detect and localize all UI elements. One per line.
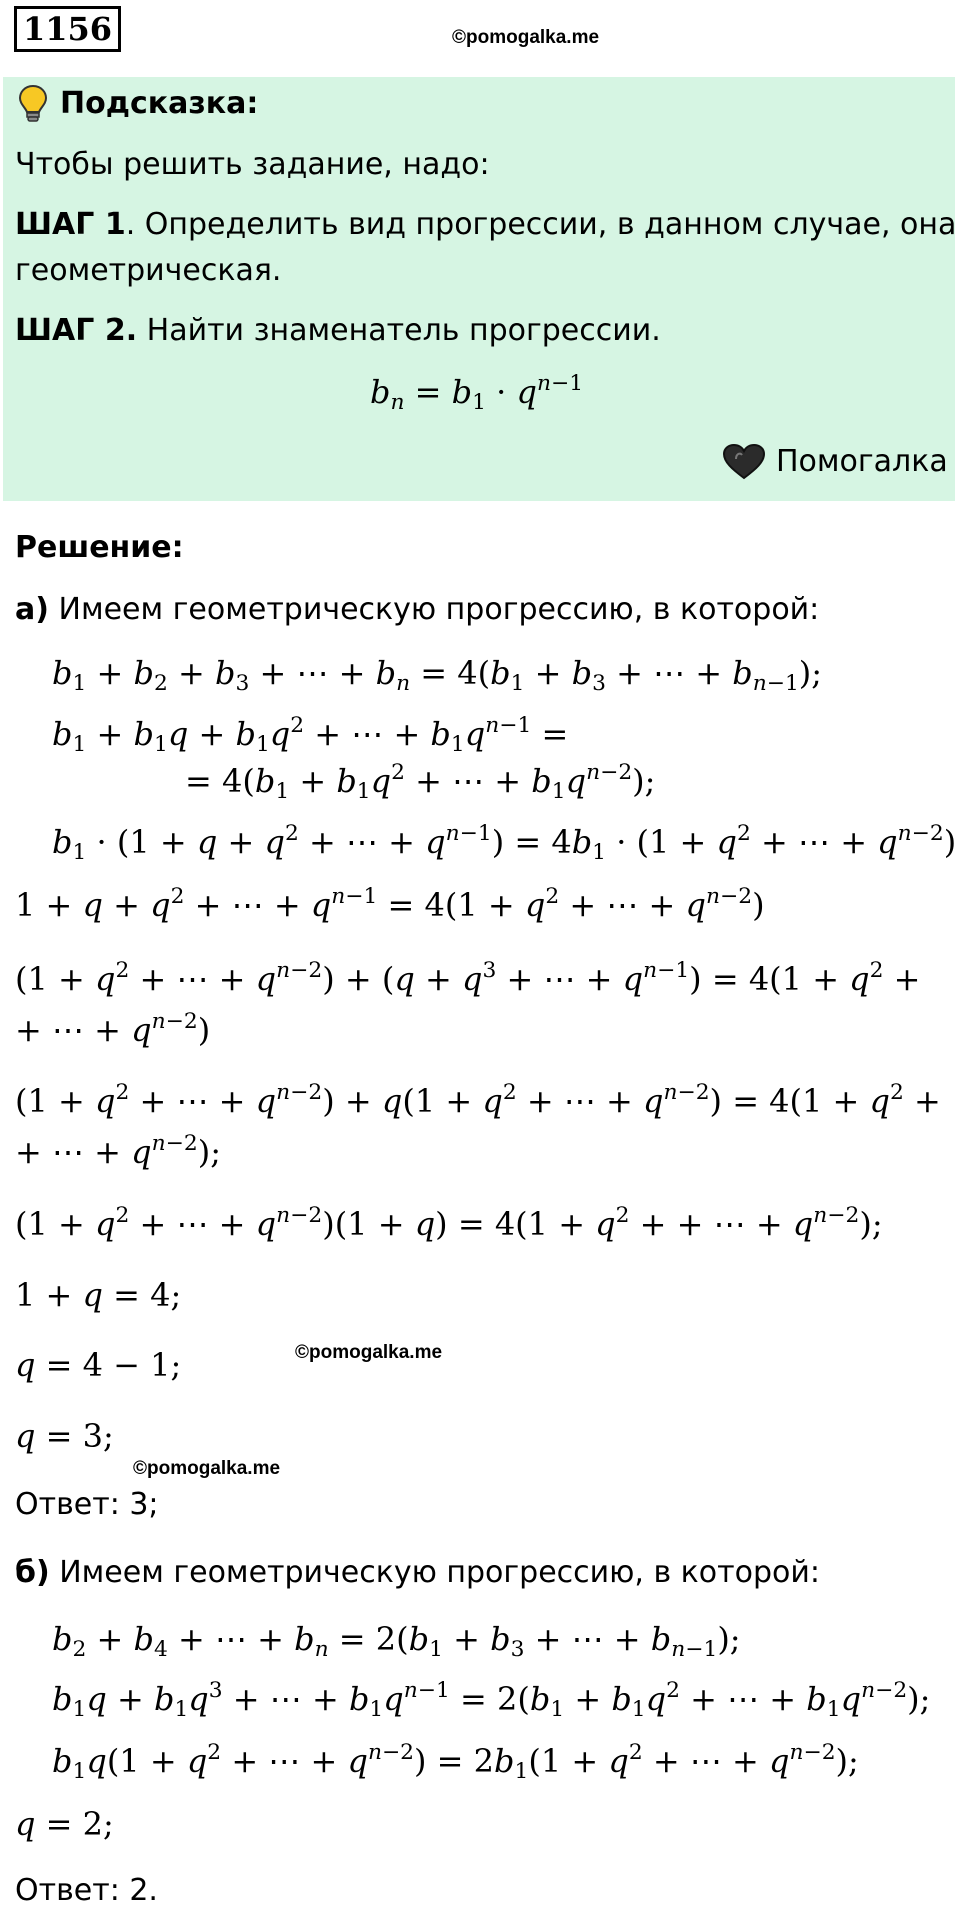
hint-formula: $b_n = b_1 \cdot q^{n-1}$ (370, 370, 584, 416)
eq-a2: $b_1 + b_1q + b_1q^2$ + ⋯ + $b_1q^{n-1}$ = (52, 712, 569, 758)
step2-text: Найти знаменатель прогрессии. (137, 313, 661, 348)
part-a-intro: Имеем геометрическую прогрессию, в которой: (48, 592, 820, 627)
heart-icon (722, 443, 766, 481)
watermark-top: ©pomogalka.me (452, 27, 600, 48)
eq-a3: = $4(b_1 + b_1q^2$ + ⋯ + $b_1q^{n-2}$); (185, 759, 656, 805)
eq-a11: 1 + q = 4; (15, 1276, 182, 1314)
part-a-intro-line (15, 592, 819, 627)
eq-b1: $b_2 + b_4$ + ⋯ + $b_n = 2(b_1 + b_3$ + ⋯ + $b_{n-1}$); (52, 1620, 741, 1663)
hint-title: Подсказка: (60, 86, 259, 121)
answer-b: Ответ: 2. (15, 1873, 158, 1908)
part-b-intro-line (15, 1555, 820, 1590)
brand-name: Помогалка (776, 444, 948, 479)
eq-a13: q = 3; (15, 1417, 114, 1455)
step1-line2: геометрическая. (15, 253, 282, 288)
part-a-label: а) (15, 592, 49, 627)
lightbulb-icon (18, 84, 48, 124)
eq-a7: + ⋯ + $q^{n-2}$) (15, 1008, 211, 1049)
eq-a4: $b_1 \cdot (1 + q + q^2$ + ⋯ + $q^{n-1}) = 4b_1 \cdot (1 + q^2$ + ⋯ + $q^{n-2}$) (52, 820, 957, 866)
eq-a1: $b_1 + b_2 + b_3$ + ⋯ + $b_n = 4(b_1 + b_3$ + ⋯ + $b_{n-1}$); (52, 654, 823, 697)
step2-line (15, 313, 661, 348)
part-b-intro: Имеем геометрическую прогрессию, в которой: (49, 1555, 820, 1590)
step1-text: . Определить вид прогрессии, в данном случае, она (125, 207, 957, 242)
eq-b2: $b_1q + b_1q^3$ + ⋯ + $b_1q^{n-1} = 2(b_1 + b_1q^2$ + ⋯ + $b_1q^{n-2}$); (52, 1677, 931, 1723)
solution-heading: Решение: (15, 530, 184, 565)
hint-intro: Чтобы решить задание, надо: (15, 147, 490, 182)
watermark-middle: ©pomogalka.me (295, 1342, 443, 1363)
eq-b3: $b_1q(1 + q^2$ + ⋯ + $q^{n-2}) = 2b_1(1 + q^2$ + ⋯ + $q^{n-2}$); (52, 1739, 859, 1785)
eq-a5: $1 + q + q^2$ + ⋯ + $q^{n-1} = 4(1 + q^2$ + ⋯ + $q^{n-2}$) (15, 883, 765, 924)
part-b-label: б) (15, 1555, 50, 1590)
eq-a8: ($1 + q^2$ + ⋯ + $q^{n-2}) + q(1 + q^2$ + ⋯ + $q^{n-2}) = 4(1 + q^2$ + (15, 1079, 941, 1120)
eq-b4: q = 2; (15, 1805, 114, 1843)
step1-line1 (15, 207, 956, 242)
eq-a12: q = 4 − 1; (15, 1346, 182, 1384)
eq-a6: ($1 + q^2$ + ⋯ + $q^{n-2}) + (q + q^3$ + ⋯ + $q^{n-1}) = 4(1 + q^2$ + (15, 957, 921, 998)
step2-label: ШАГ 2. (15, 313, 138, 348)
task-number: 1156 (14, 6, 121, 52)
answer-a: Ответ: 3; (15, 1487, 159, 1522)
watermark-lower: ©pomogalka.me (133, 1458, 281, 1479)
eq-a10: ($1 + q^2$ + ⋯ + $q^{n-2})(1 + q) = 4(1 + q^2$ + + ⋯ + $q^{n-2}$); (15, 1202, 883, 1243)
step1-label: ШАГ 1 (15, 207, 126, 242)
hint-box (3, 77, 955, 501)
eq-a9: + ⋯ + $q^{n-2}$); (15, 1130, 221, 1171)
